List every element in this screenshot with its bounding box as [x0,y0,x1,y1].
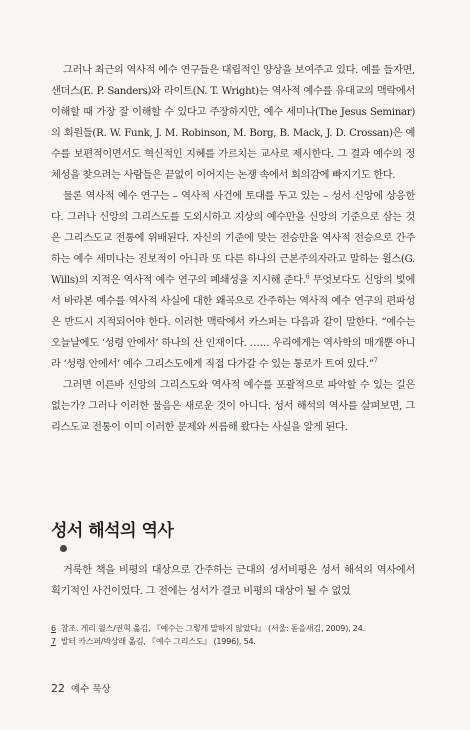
footnote-text: 발터 카스퍼/박상래 옮김, 『예수 그리스도』 (1996), 54. [60,637,256,646]
footnote-marker-6[interactable]: 6 [305,273,310,281]
section-heading: 성서 해석의 역사 [51,521,174,541]
paragraph-2-part-b: 무엇보다도 신앙의 빛에서 바라본 예수를 역사적 사실에 대한 왜곡으로 간주하는 역사적 예수 연구의 편파성은 반드시 지적되어야 한다. 이러한 맥락에서 카스퍼는 다음과 같이 말한다. “예수는 오늘날에도 ‘성령 안에서’ 하나의 산 인재이다. …… 우리에게는 역사학의 매개뿐 아니라 ‘성령 안에서’ 예수 그리스도에게 직접 다가갈 수 있는 통로가 트여 있다.” [51,275,415,370]
page-number: 22 [51,682,65,695]
footnote-7 [51,635,415,648]
footnote-6 [51,622,415,635]
paragraph-2 [51,186,415,375]
page-footer [51,681,111,695]
section-2-body [51,560,415,602]
section-1-body [51,60,415,438]
footnote-text: 참조. 게리 윌스/권혁 옮김, 『예수는 그렇게 말하지 않았다』 (서울: 돋을새김, 2009), 24. [60,624,365,633]
paragraph-1: 그러나 최근의 역사적 예수 연구들은 대립적인 양상을 보여주고 있다. 예를 들자면, 샌더스(E. P. Sanders)와 라이트(N. T. Wright)는 역사적 예수를 유대교의 맥락에서 이해할 때 가장 잘 이해할 수 있다고 주장하지만, 예수 세미나(The Jesus Seminar)의 회원들(R. W. Funk, J. M. Robinson, M. Borg, B. Mack, J. D. Crossan)은 예수를 보편적이면서도 혁신적인 지혜를 가르치는 교사로 제시한다. 그 결과 예수의 정체성을 찾으려는 사람들은 끝없이 이어지는 논쟁 속에서 회의감에 빠지기도 한다. [51,65,415,181]
bullet-dot-icon [60,545,67,552]
footnote-number[interactable]: 6 [51,624,56,633]
running-title: 예수 묵상 [71,684,111,695]
footnotes [51,622,415,648]
paragraph-3: 그러면 이른바 신앙의 그리스도와 역사적 예수를 포괄적으로 파악할 수 있는 길은 없는가? 그러나 이러한 물음은 새로운 것이 아니다. 성서 해석의 역사를 살펴보면, 그리스도교 전통이 이미 이러한 문제와 씨름해 왔다는 사실을 알게 된다. [51,380,415,433]
footnote-number[interactable]: 7 [51,637,56,646]
footnote-marker-7[interactable]: 7 [373,357,378,365]
paragraph-4: 거룩한 책을 비평의 대상으로 간주하는 근대의 성서비평은 성서 해석의 역사에서 획기적인 사건이었다. 그 전에는 성서가 결코 비평의 대상이 될 수 없었 [51,565,415,597]
paragraph-2-part-a: 물론 역사적 예수 연구는 – 역사적 사건에 토대를 두고 있는 – 성서 신앙에 상응한다. 그러나 신앙의 그리스도를 도외시하고 지상의 예수만을 신앙의 기준으로 삼는 것은 그리스도교 전통에 위배된다. 자신의 기준에 맞는 전승만을 역사적 전승으로 간주하는 예수 세미나는 진보적이 아니라 또 다른 하나의 근본주의자라고 말하는 윌스(G. Wills)의 지적은 역사적 예수 연구의 폐쇄성을 지시해 준다. [51,191,415,286]
